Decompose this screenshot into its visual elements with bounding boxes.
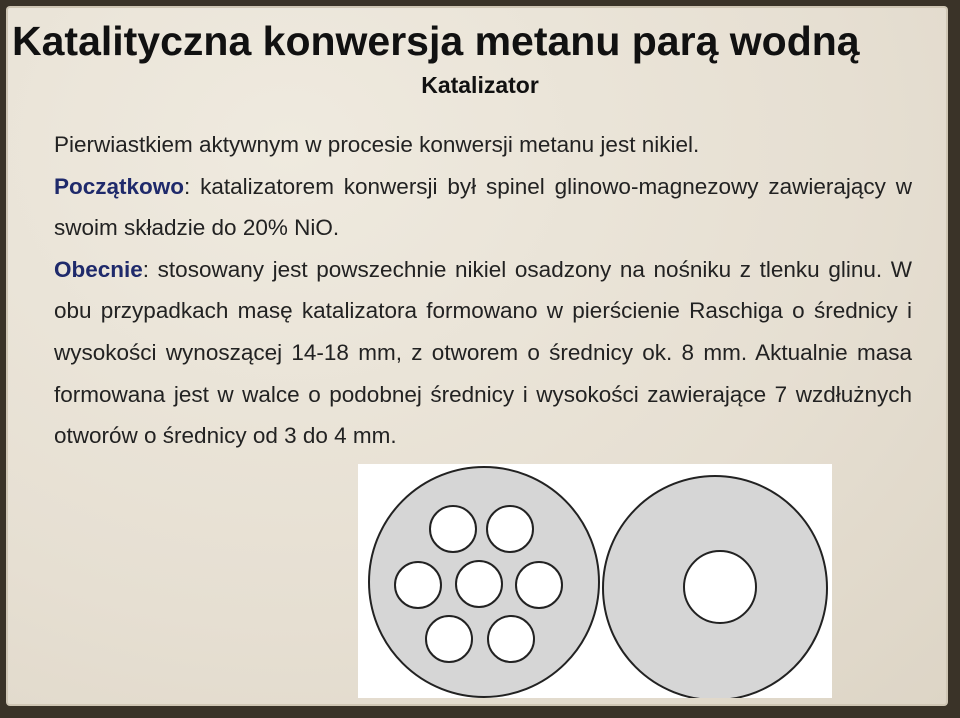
hole [456,561,502,607]
label-initially: Początkowo [54,173,185,199]
slide-body [54,124,912,457]
label-currently: Obecnie [54,256,143,282]
catalyst-shapes-svg [358,464,832,698]
slide [6,6,948,706]
slide-title: Katalityczna konwersja metanu parą wodną [12,18,860,64]
paragraph-initially [54,166,912,249]
hole [426,616,472,662]
text-currently: : stosowany jest powszechnie nikiel osadzony na nośniku z tlenku glinu. W obu przypadkach masę katalizatora formowano w pierścienie Raschiga o średnicy i wysokości wynoszącej 14-18 mm, z otworem o średnicy ok. 8 mm. Aktualnie masa formowana jest w walce o podobnej średnicy i wysokości zawierające 7 wzdłużnych otworów o średnicy od 3 do 4 mm. [54,256,912,449]
hole [487,506,533,552]
text-initially: : katalizatorem konwersji był spinel glinowo-magnezowy zawierający w swoim składzie do 20% NiO. [54,173,912,241]
slide-subtitle: Katalizator [421,72,539,98]
paragraph-active-element: Pierwiastkiem aktywnym w procesie konwersji metanu jest nikiel. [54,132,700,157]
ring-hole [684,551,756,623]
paragraph-currently [54,249,912,457]
hole [488,616,534,662]
hole [430,506,476,552]
hole [516,562,562,608]
hole [395,562,441,608]
catalyst-shapes-figure [358,464,832,698]
